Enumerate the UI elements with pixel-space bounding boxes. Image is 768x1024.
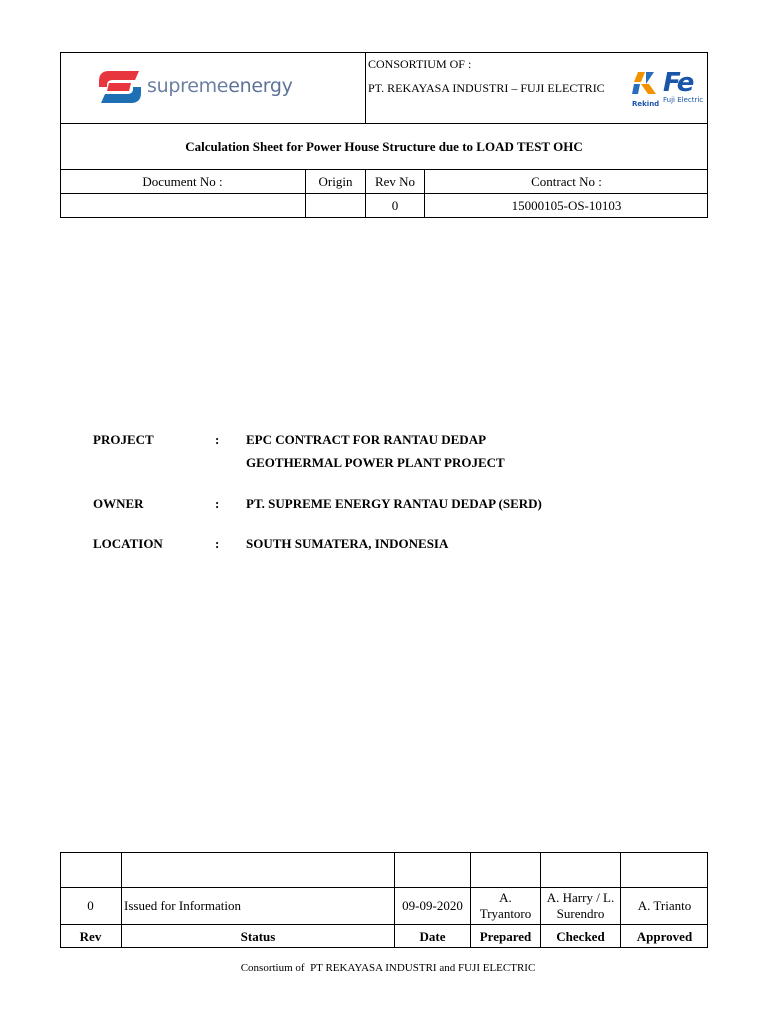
doc-header-contract-no: Contract No : xyxy=(531,173,602,189)
rekind-icon xyxy=(632,70,660,96)
rekind-logo xyxy=(632,70,660,118)
supreme-energy-wordmark xyxy=(147,75,293,97)
wordmark-part-2: energy xyxy=(228,75,293,97)
location-sep: : xyxy=(215,536,220,551)
doc-header-origin: Origin xyxy=(318,173,353,189)
project-sep: : xyxy=(215,432,220,447)
rev-header-status: Status xyxy=(240,928,276,944)
supreme-energy-logo xyxy=(95,67,335,107)
rev-row-rev: 0 xyxy=(87,898,94,913)
doc-header-rev-no: Rev No xyxy=(374,173,416,189)
header-divider xyxy=(365,52,366,124)
rev-header-prepared: Prepared xyxy=(479,928,532,944)
project-value-line-1: EPC CONTRACT FOR RANTAU DEDAP xyxy=(246,432,487,447)
wordmark-part-1: supreme xyxy=(147,75,229,97)
consortium-label: CONSORTIUM OF : xyxy=(368,57,472,71)
rev-header-date: Date xyxy=(419,928,446,944)
project-value-line-2: GEOTHERMAL POWER PLANT PROJECT xyxy=(246,455,505,470)
project-label: PROJECT xyxy=(93,432,154,447)
location-value: SOUTH SUMATERA, INDONESIA xyxy=(246,536,449,551)
rekind-label: Rekind xyxy=(632,100,660,108)
owner-sep: : xyxy=(215,496,220,511)
doc-value-rev-no: 0 xyxy=(391,197,399,213)
checked-line-2: Surendro xyxy=(556,906,605,921)
location-label: LOCATION xyxy=(93,536,163,551)
checked-line-1: A. Harry / L. xyxy=(546,890,615,905)
rev-header-approved: Approved xyxy=(636,928,693,944)
consortium-members: PT. REKAYASA INDUSTRI – FUJI ELECTRIC xyxy=(368,81,605,95)
owner-label: OWNER xyxy=(93,496,144,511)
rev-row-status: Issued for Information xyxy=(124,898,241,913)
prepared-line-2: Tryantoro xyxy=(479,906,532,921)
rev-header-rev: Rev xyxy=(79,928,102,944)
document-title: Calculation Sheet for Power House Structure due to LOAD TEST OHC xyxy=(185,138,583,154)
rev-row-prepared xyxy=(471,888,540,924)
owner-value: PT. SUPREME ENERGY RANTAU DEDAP (SERD) xyxy=(246,496,542,511)
prepared-line-1: A. xyxy=(499,890,512,905)
rev-header-checked: Checked xyxy=(556,928,605,944)
rev-row-approved: A. Trianto xyxy=(637,898,692,913)
fuji-electric-logo xyxy=(663,70,705,110)
fe-icon: Fe xyxy=(663,68,693,98)
rev-row-checked xyxy=(541,888,620,924)
doc-value-origin xyxy=(306,194,365,217)
supreme-energy-swoosh-icon xyxy=(95,67,145,107)
doc-header-document-no: Document No : xyxy=(142,173,223,189)
fuji-label: Fuji Electric xyxy=(663,96,704,104)
footer-text: Consortium of PT REKAYASA INDUSTRI and FUJI ELECTRIC xyxy=(240,962,536,974)
rev-row-date: 09-09-2020 xyxy=(402,898,463,913)
doc-value-contract-no: 15000105-OS-10103 xyxy=(511,197,622,213)
doc-value-document-no xyxy=(60,194,305,217)
